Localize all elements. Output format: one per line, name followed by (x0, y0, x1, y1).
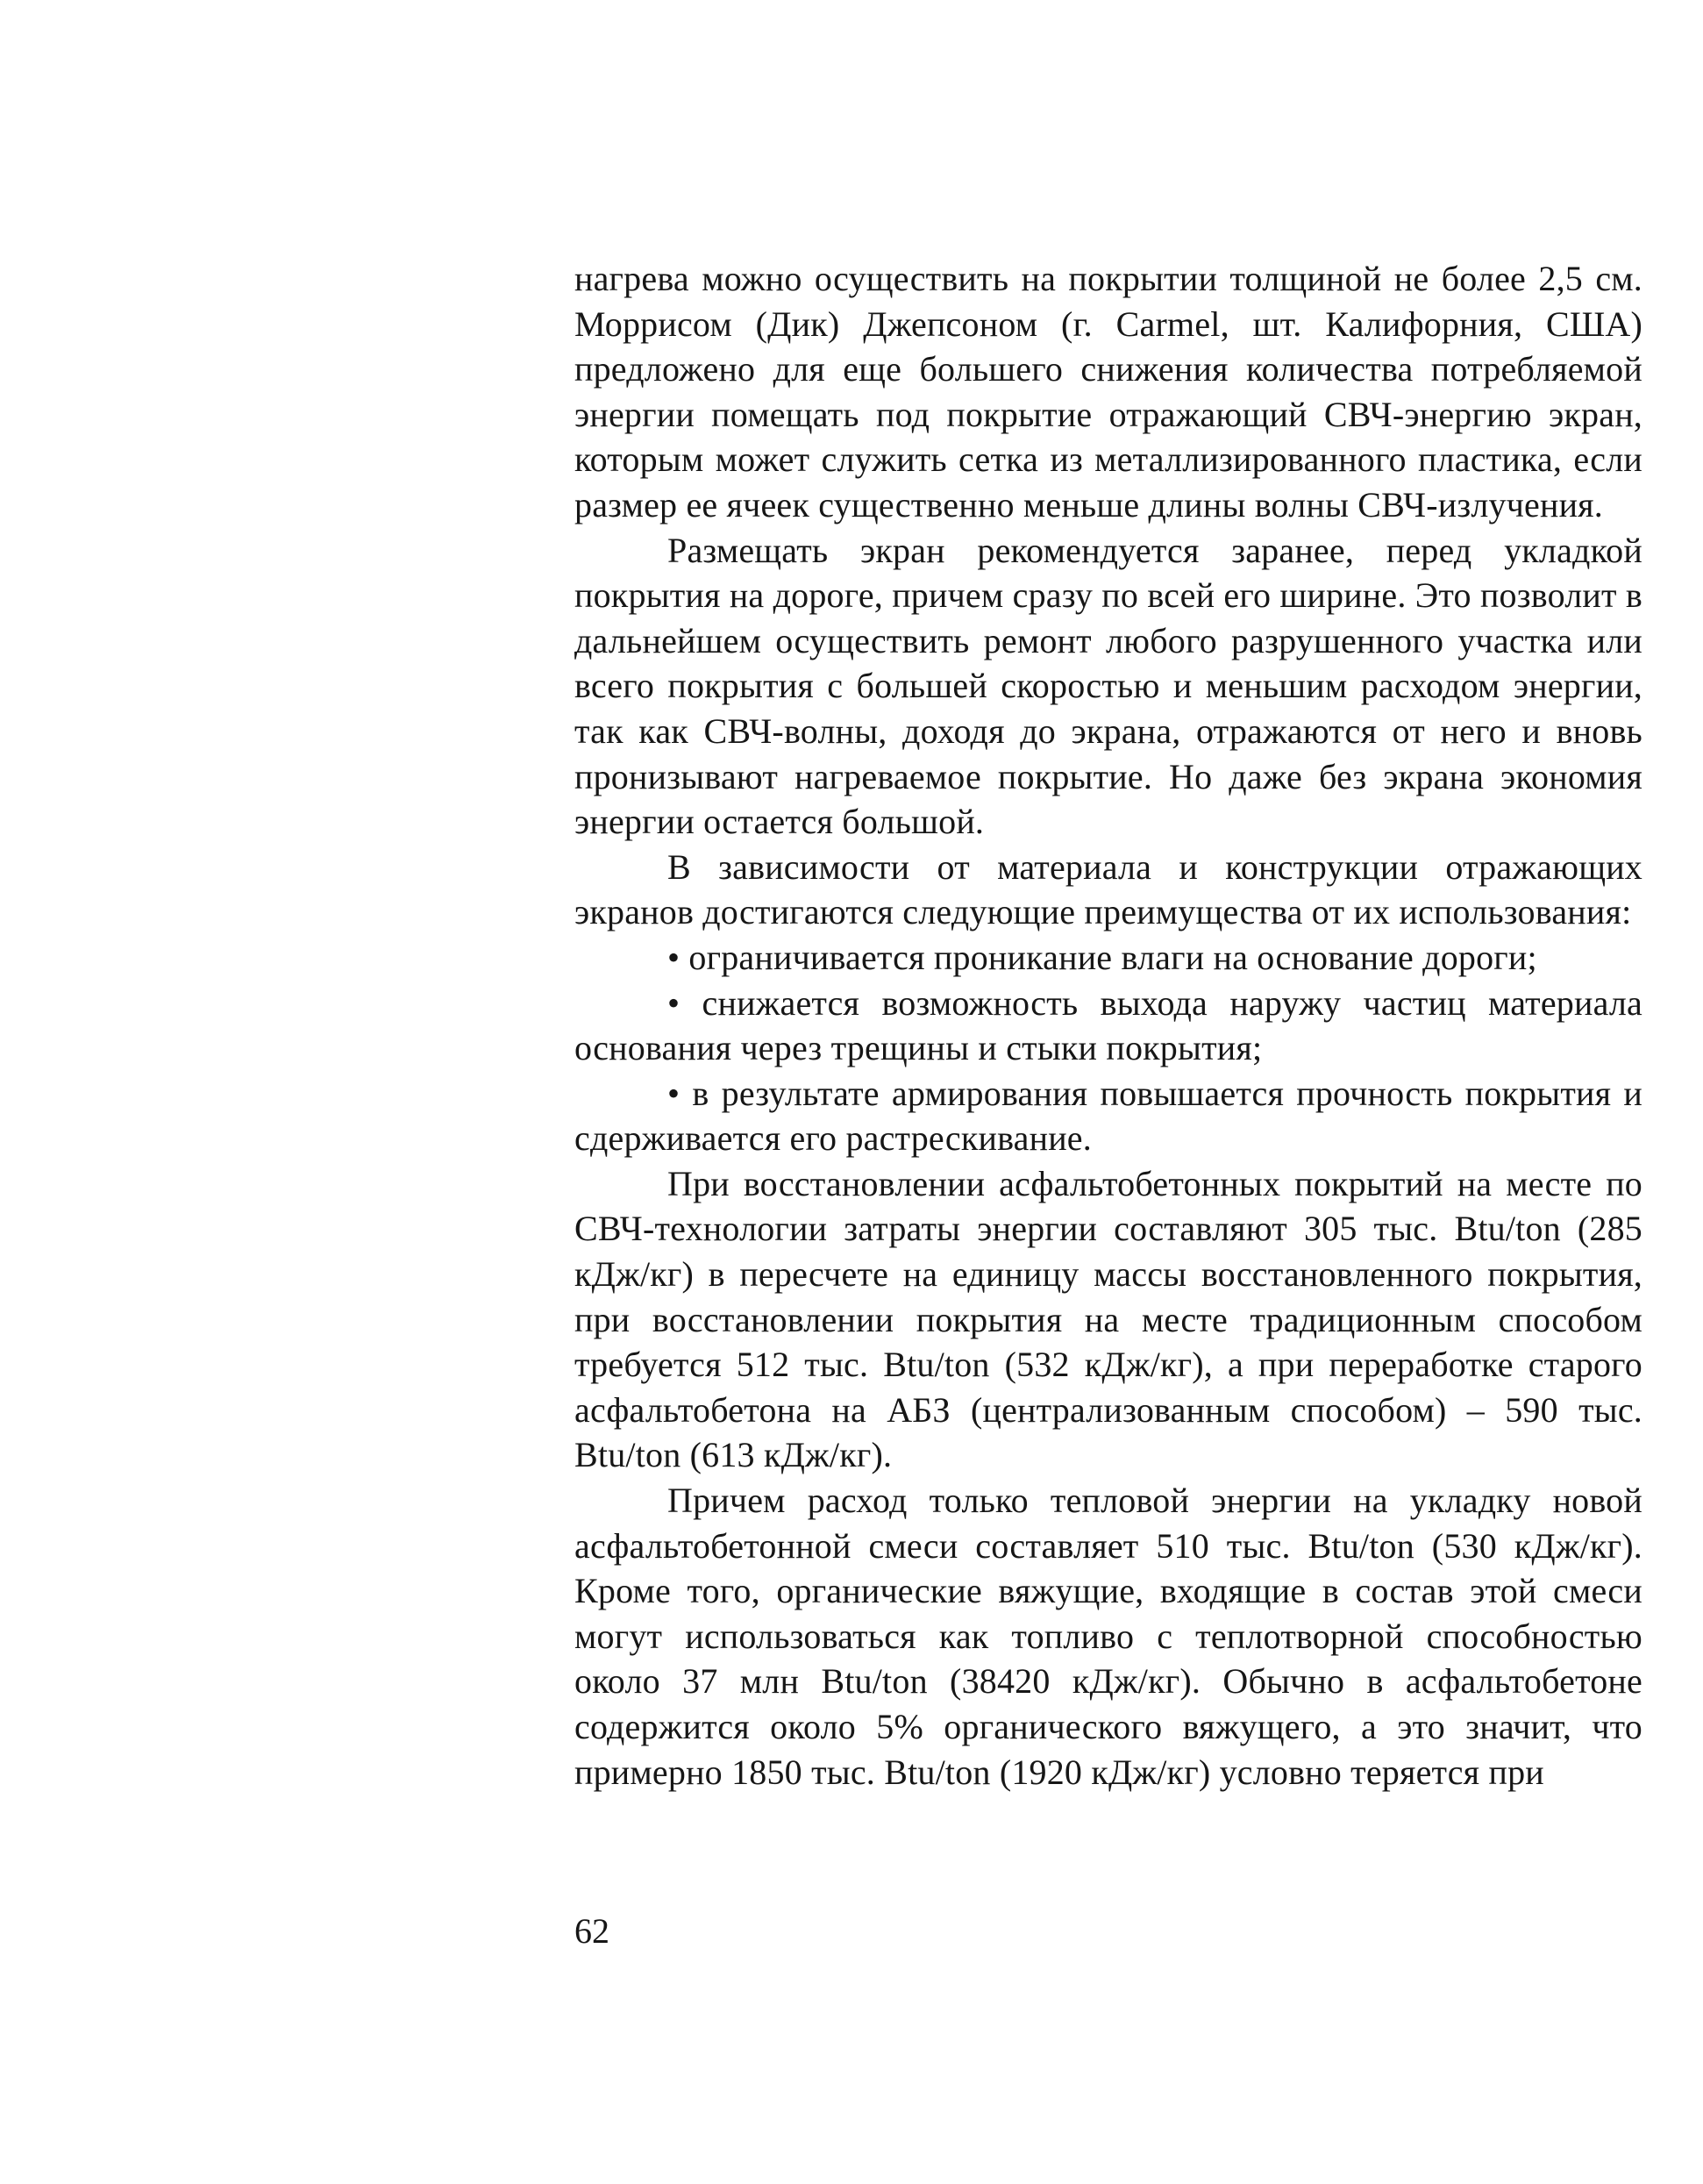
bullet-moisture: • ограничивается проникание влаги на основание дороги; (667, 937, 1537, 977)
bullet-particles: • снижается возможность выхода наружу частиц материала основания через трещины и стыки покрытия; (574, 982, 1642, 1068)
bullet-reinforcement: • в результате армирования повышается прочность покрытия и сдерживается его растрескивание. (574, 1073, 1642, 1159)
paragraph-energy-costs: При восстановлении асфальтобетонных покрытий на месте по СВЧ-технологии затраты энергии составляют 305 тыс. Btu/ton (285 кДж/кг) в пересчете на единицу массы восстановленного покрытия, при восстановлении покрытия на месте традиционным способом требуется 512 тыс. Btu/ton (532 кДж/кг), а при переработке старого асфальтобетона на АБЗ (централизованным способом) – 590 тыс. Btu/ton (613 кДж/кг). (574, 1163, 1642, 1475)
paragraph-screen-placement: Размещать экран рекомендуется заранее, перед укладкой покрытия на дороге, причем сразу по всей его ширине. Это позволит в дальнейшем осуществить ремонт любого разрушенного участка или всего покрытия с большей скоростью и меньшим расходом энергии, так как СВЧ-волны, доходя до экрана, отражаются от него и вновь пронизывают нагреваемое покрытие. Но даже без экрана экономия энергии остается большой. (574, 530, 1642, 842)
paragraph-thermal-energy: Причем расход только тепловой энергии на укладку новой асфальтобетонной смеси составляет 510 тыс. Btu/ton (530 кДж/кг). Кроме того, органические вяжущие, входящие в состав этой смеси могут использоваться как топливо с теплотворной способностью около 37 млн Btu/ton (38420 кДж/кг). Обычно в асфальтобетоне содержится около 5% органического вяжущего, а это значит, что примерно 1850 тыс. Btu/ton (1920 кДж/кг) условно теряется при (574, 1481, 1642, 1792)
paragraph-continuation: нагрева можно осуществить на покрытии толщиной не более 2,5 см. Моррисом (Дик) Джепсоном (г. Carmel, шт. Калифорния, США) предложено для еще большего снижения количества потребляемой энергии помещать под покрытие отражающий СВЧ-энергию экран, которым может служить сетка из металлизированного пластика, если размер ее ячеек существенно меньше длины волны СВЧ-излучения. (574, 259, 1642, 525)
page-number: 62 (574, 1911, 609, 1951)
paragraph-advantages-intro: В зависимости от материала и конструкции отражающих экранов достигаются следующие преимущества от их использования: (574, 846, 1642, 932)
body-text (574, 256, 1642, 1795)
